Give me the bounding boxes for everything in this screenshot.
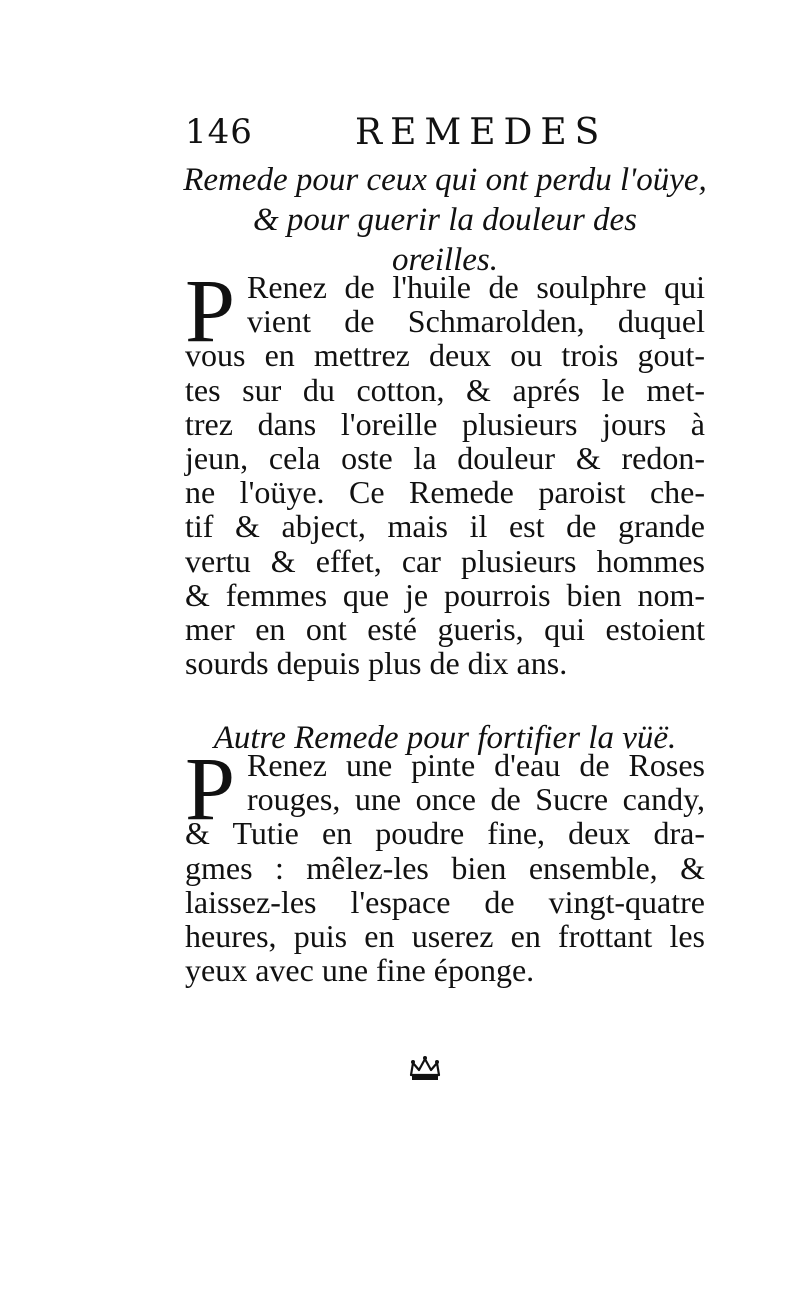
text-line: & Tutie en poudre fine, deux dra- (185, 815, 705, 852)
title-line: Autre Remede pour fortifier la vüë. (213, 720, 677, 756)
page-header (185, 112, 625, 160)
text-line: heures, puis en userez en frottant les (185, 917, 705, 954)
text-line: vient de Schmarolden, duquel (247, 303, 705, 340)
text-line: Renez de l'huile de soulphre qui (247, 269, 705, 305)
crown-ornament-icon (408, 1055, 442, 1083)
text-line: Renez une pinte d'eau de Roses (247, 747, 705, 783)
text-line: yeux avec une fine éponge. (185, 952, 535, 989)
text-line: gmes : mêlez-les bien ensemble, & (185, 849, 705, 886)
text-line: vertu & effet, car plusieurs hommes (185, 542, 705, 579)
title-line: Remede pour ceux qui ont perdu l'oüye, (183, 162, 707, 198)
drop-cap: P (185, 262, 236, 361)
text-line: tes sur du cotton, & aprés le met- (185, 371, 705, 408)
text-line: jeun, cela oste la douleur & redon- (185, 439, 705, 476)
text-line: laissez-les l'espace de vingt-quatre (185, 883, 705, 920)
title-line: & pour guerir la douleur des (252, 202, 638, 238)
drop-cap: P (185, 740, 236, 839)
title-line: oreilles. (391, 242, 498, 278)
text-line: sourds depuis plus de dix ans. (185, 645, 568, 682)
text-line: & femmes que je pourrois bien nom- (185, 576, 705, 613)
page-number: 146 (185, 112, 253, 152)
text-line: vous en mettrez deux ou trois gout- (185, 337, 705, 374)
text-line: mer en ont esté gueris, qui estoient (185, 610, 705, 647)
section-title-ear-remedy (180, 160, 710, 280)
text-line: rouges, une once de Sucre candy, (247, 781, 705, 818)
paragraph-eye-remedy (185, 740, 705, 989)
text-line: trez dans l'oreille plusieurs jours à (185, 405, 705, 442)
running-head: REMEDES (355, 112, 608, 153)
text-line: ne l'oüye. Ce Remede paroist che- (185, 474, 705, 511)
text-line: tif & abject, mais il est de grande (185, 508, 705, 545)
paragraph-ear-remedy (185, 262, 705, 682)
